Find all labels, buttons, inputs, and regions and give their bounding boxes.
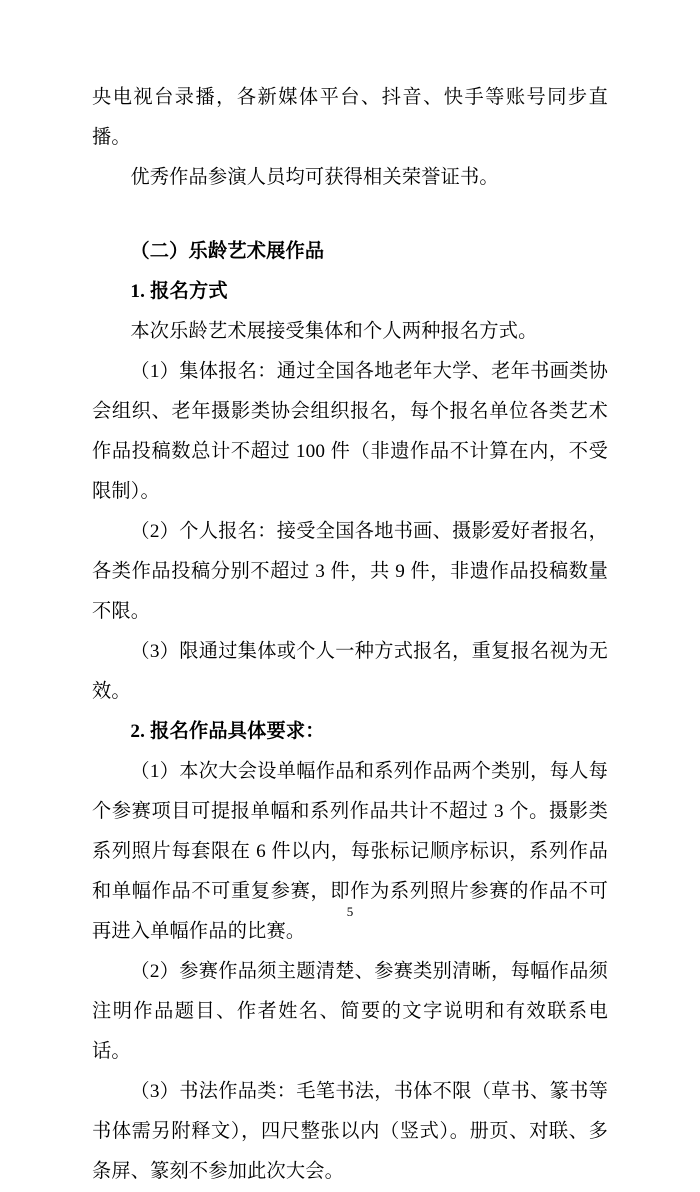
paragraph-registration-intro: 本次乐龄艺术展接受集体和个人两种报名方式。	[130, 321, 538, 342]
heading-section-two: （二）乐龄艺术展作品	[130, 241, 325, 262]
paragraph-work-labeling: （2）参赛作品须主题清楚、参赛类别清晰，每幅作品须注明作品题目、作者姓名、简要的文字说明和有效联系电话。	[92, 961, 608, 1062]
paragraph-continuation: 央电视台录播，各新媒体平台、抖音、快手等账号同步直播。	[92, 87, 608, 148]
heading-work-requirements: 2. 报名作品具体要求：	[130, 721, 325, 742]
paragraph-individual-registration: （2）个人报名：接受全国各地书画、摄影爱好者报名，各类作品投稿分别不超过 3 件，共 9 件，非遗作品投稿数量不限。	[92, 521, 608, 622]
paragraph-certificates: 优秀作品参演人员均可获得相关荣誉证书。	[130, 167, 499, 188]
document-body	[92, 78, 608, 1192]
paragraph-work-categories: （1）本次大会设单幅作品和系列作品两个类别，每人每个参赛项目可提报单幅和系列作品共计不超过 3 个。摄影类系列照片每套限在 6 件以内，每张标记顺序标识，系列作品和单幅作品不可重复参赛，即作为系列照片参赛的作品不可再进入单幅作品的比赛。	[92, 761, 608, 942]
paragraph-single-method-limit: （3）限通过集体或个人一种方式报名，重复报名视为无效。	[92, 641, 608, 702]
paragraph-calligraphy-rules: （3）书法作品类：毛笔书法，书体不限（草书、篆书等书体需另附释文），四尺整张以内（竖式）。册页、对联、多条屏、篆刻不参加此次大会。	[92, 1081, 608, 1182]
heading-registration-method: 1. 报名方式	[130, 281, 228, 302]
paragraph-group-registration: （1）集体报名：通过全国各地老年大学、老年书画类协会组织、老年摄影类协会组织报名，每个报名单位各类艺术作品投稿数总计不超过 100 件（非遗作品不计算在内，不受限制）。	[92, 361, 608, 502]
section-spacer	[92, 198, 608, 232]
page-number: 5	[346, 904, 354, 919]
